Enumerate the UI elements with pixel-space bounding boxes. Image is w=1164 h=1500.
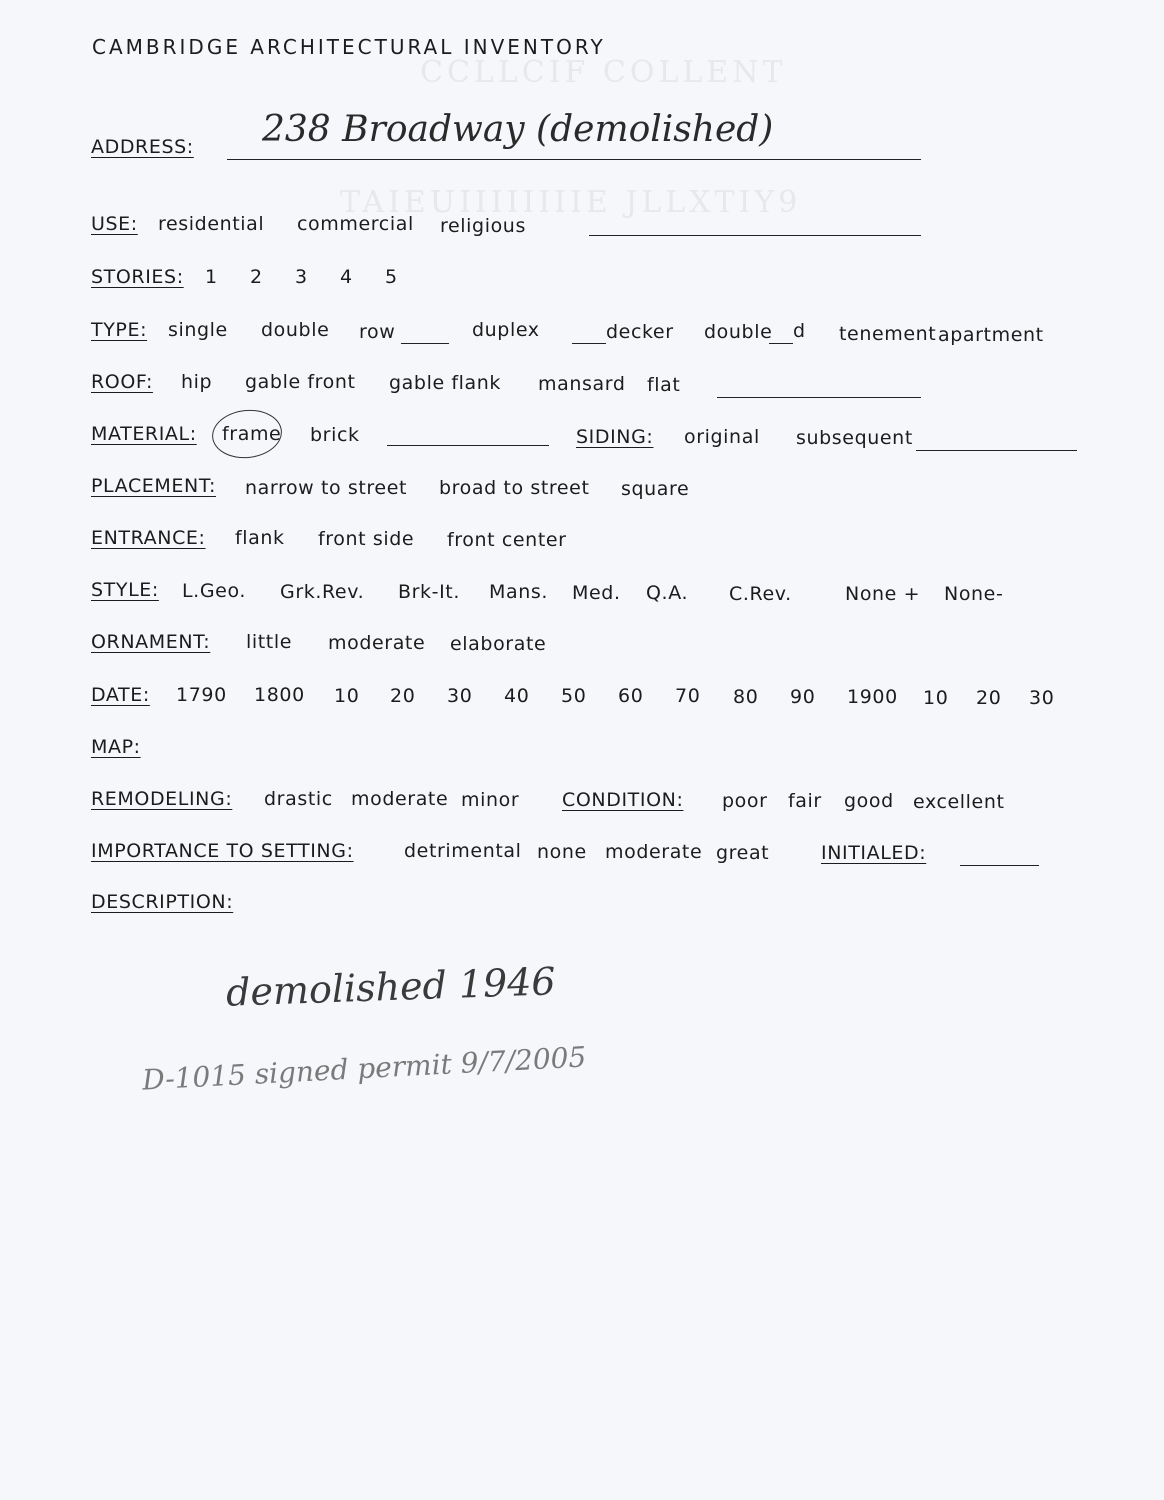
style-option: Med. bbox=[572, 582, 621, 604]
importance-option: great bbox=[716, 842, 770, 864]
condition-option: excellent bbox=[913, 791, 1005, 813]
roof-option: gable flank bbox=[389, 372, 502, 394]
importance-option: none bbox=[537, 841, 587, 863]
date-option: 90 bbox=[790, 686, 816, 708]
type-option: double bbox=[261, 319, 330, 341]
style-option: Mans. bbox=[489, 581, 549, 603]
placement-label: PLACEMENT: bbox=[91, 475, 216, 497]
type-option: single bbox=[168, 319, 228, 341]
entrance-option: flank bbox=[235, 527, 285, 549]
use-option: religious bbox=[440, 215, 526, 237]
initialed-blank bbox=[960, 865, 1039, 866]
condition-option: good bbox=[844, 790, 894, 812]
ornament-option: little bbox=[246, 631, 293, 653]
stories-option: 5 bbox=[385, 266, 398, 288]
roof-option: gable front bbox=[245, 371, 356, 393]
use-blank bbox=[589, 235, 921, 236]
ornament-option: elaborate bbox=[450, 633, 547, 655]
handwritten-note: D-1015 signed permit 9/7/2005 bbox=[141, 1040, 588, 1097]
address-label: ADDRESS: bbox=[91, 136, 194, 158]
material-label: MATERIAL: bbox=[91, 423, 197, 445]
type-option: double bbox=[704, 321, 773, 343]
date-option: 1900 bbox=[847, 686, 898, 708]
date-option: 30 bbox=[1029, 687, 1055, 709]
siding-label: SIDING: bbox=[576, 426, 654, 448]
date-option: 20 bbox=[976, 687, 1002, 709]
style-option: C.Rev. bbox=[729, 583, 792, 605]
type-blank bbox=[769, 343, 793, 344]
use-option: commercial bbox=[297, 213, 414, 235]
roof-option: flat bbox=[647, 374, 681, 396]
address-line bbox=[227, 159, 921, 160]
condition-option: fair bbox=[788, 790, 822, 812]
date-option: 80 bbox=[733, 686, 759, 708]
type-option: d bbox=[793, 320, 806, 342]
style-option: None- bbox=[944, 583, 1004, 605]
material-option: frame bbox=[222, 423, 282, 445]
type-option: tenement bbox=[839, 323, 937, 345]
placement-option: broad to street bbox=[439, 477, 590, 499]
style-option: None + bbox=[845, 583, 921, 605]
condition-label: CONDITION: bbox=[562, 789, 684, 811]
stories-label: STORIES: bbox=[91, 266, 184, 288]
remodeling-label: REMODELING: bbox=[91, 788, 233, 810]
use-label: USE: bbox=[91, 213, 138, 235]
remodeling-option: minor bbox=[461, 789, 520, 811]
description-label: DESCRIPTION: bbox=[91, 891, 234, 913]
siding-blank bbox=[916, 450, 1077, 451]
remodeling-option: moderate bbox=[351, 788, 449, 810]
stories-option: 2 bbox=[250, 266, 263, 288]
style-label: STYLE: bbox=[91, 579, 159, 601]
style-option: Brk-It. bbox=[398, 581, 460, 603]
date-option: 70 bbox=[675, 685, 701, 707]
ornament-option: moderate bbox=[328, 632, 426, 654]
material-option: brick bbox=[310, 424, 360, 446]
type-option: decker bbox=[606, 321, 674, 343]
type-blank bbox=[572, 343, 606, 344]
stories-option: 1 bbox=[205, 266, 218, 288]
siding-option: original bbox=[684, 426, 760, 448]
roof-label: ROOF: bbox=[91, 371, 153, 393]
type-option: duplex bbox=[472, 319, 540, 341]
date-option: 60 bbox=[618, 685, 644, 707]
date-option: 20 bbox=[390, 685, 416, 707]
date-option: 1790 bbox=[176, 684, 227, 706]
form-title: CAMBRIDGE ARCHITECTURAL INVENTORY bbox=[92, 35, 606, 59]
roof-option: hip bbox=[181, 371, 213, 393]
use-option: residential bbox=[158, 213, 265, 235]
date-option: 10 bbox=[923, 687, 949, 709]
entrance-option: front side bbox=[318, 528, 415, 550]
date-option: 1800 bbox=[254, 684, 305, 706]
stories-option: 4 bbox=[340, 266, 353, 288]
map-label: MAP: bbox=[91, 736, 141, 758]
date-option: 30 bbox=[447, 685, 473, 707]
placement-option: square bbox=[621, 478, 690, 500]
type-blank bbox=[401, 343, 449, 344]
date-option: 50 bbox=[561, 685, 587, 707]
condition-option: poor bbox=[722, 790, 768, 812]
date-label: DATE: bbox=[91, 684, 150, 706]
type-label: TYPE: bbox=[91, 319, 148, 341]
date-option: 40 bbox=[504, 685, 530, 707]
type-option: apartment bbox=[938, 324, 1044, 346]
bleed-through-text: CCLLCIF COLLENT bbox=[420, 55, 787, 90]
date-option: 10 bbox=[334, 685, 360, 707]
bleed-through-text: TAIEUIIIIIIIIE JLLXTIY9 bbox=[340, 185, 802, 220]
initialed-label: INITIALED: bbox=[821, 842, 927, 864]
handwritten-note: demolished 1946 bbox=[225, 959, 557, 1015]
roof-blank bbox=[717, 397, 921, 398]
roof-option: mansard bbox=[538, 373, 626, 395]
siding-option: subsequent bbox=[796, 427, 913, 449]
address-value: 238 Broadway (demolished) bbox=[262, 109, 774, 150]
type-option: row bbox=[359, 321, 396, 343]
style-option: L.Geo. bbox=[182, 580, 246, 602]
remodeling-option: drastic bbox=[264, 788, 333, 810]
entrance-option: front center bbox=[447, 529, 567, 551]
entrance-label: ENTRANCE: bbox=[91, 527, 206, 549]
style-option: Q.A. bbox=[646, 582, 689, 604]
importance-option: moderate bbox=[605, 841, 703, 863]
ornament-label: ORNAMENT: bbox=[91, 631, 211, 653]
placement-option: narrow to street bbox=[245, 477, 408, 499]
style-option: Grk.Rev. bbox=[280, 581, 365, 603]
importance-label: IMPORTANCE TO SETTING: bbox=[91, 840, 354, 862]
material-blank bbox=[387, 445, 549, 446]
stories-option: 3 bbox=[295, 266, 308, 288]
importance-option: detrimental bbox=[404, 840, 522, 862]
